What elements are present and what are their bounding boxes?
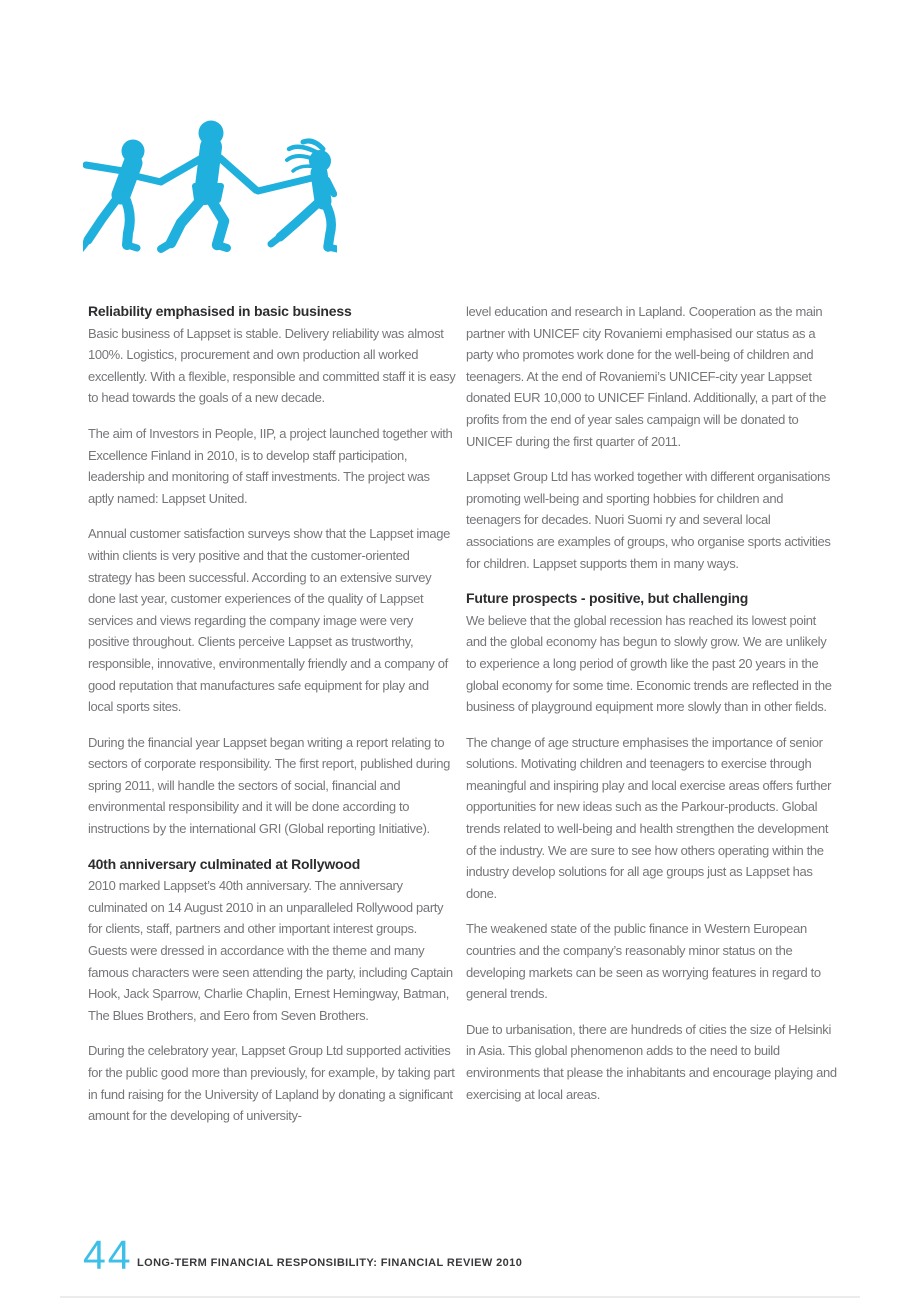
paragraph: Due to urbanisation, there are hundreds of cities the size of Helsinki in Asia. This global phenomenon adds to the need to build environments that please the inhabitants and encourage playing and exercising at local areas.	[466, 1021, 837, 1102]
footer-label: LONG-TERM FINANCIAL RESPONSIBILITY: FINANCIAL REVIEW 2010	[137, 1257, 523, 1269]
paragraph: The aim of Investors in People, IIP, a project launched together with Excellence Finland in 2010, is to develop staff participation, leadership and monitoring of staff investments. The project was aptly named: Lappset United.	[88, 425, 453, 506]
paragraph: During the celebratory year, Lappset Group Ltd supported activities for the public good more than previously, for example, by taking part in fund raising for the University of Lapland by donating a significant amount for the developing of university-	[88, 1043, 455, 1124]
paragraph: 2010 marked Lappset’s 40th anniversary. The anniversary culminated on 14 August 2010 in an unparalleled Rollywood party for clients, staff, partners and other important interest groups. Guests were dressed in accordance with the theme and many famous characters were seen attending the party, including Captain Hook, Jack Sparrow, Charlie Chaplin, Ernest Hemingway, Batman, The Blues Brothers, and Eero from Seven Brothers.	[88, 878, 453, 1023]
paragraph: During the financial year Lappset began writing a report relating to sectors of corporate responsibility. The first report, published during spring 2011, will handle the sectors of social, financial and environmental responsibility and it will be done according to instructions by the international GRI (Global reporting Initiative).	[88, 734, 450, 837]
column-right	[466, 301, 839, 1119]
paragraph: The change of age structure emphasises the importance of senior solutions. Motivating children and teenagers to exercise through meaningful and inspiring play and local exercise areas offers further opportunities for new ideas such as the Parkour-products. Global trends related to well-being and health strengthen the development of the industry. We are sure to see how others operating within the industry develop solutions for all age groups just as Lappset has done.	[466, 734, 832, 901]
child-left-silhouette	[83, 140, 161, 250]
paragraph: Lappset Group Ltd has worked together with different organisations promoting well-being and sporting hobbies for children and teenagers for decades. Nuori Suomi ry and several local associations are examples of groups, who organise sports activities for children. Lappset supports them in many ways.	[466, 469, 831, 571]
paragraph: We believe that the global recession has reached its lowest point and the global economy has begun to slowly grow. We are unlikely to experience a long period of growth like the past 20 years in the global economy for some time. Economic trends are reflected in the business of playground equipment more slowly than in other fields.	[466, 612, 832, 715]
child-right-silhouette	[258, 141, 337, 249]
paragraph: Basic business of Lappset is stable. Delivery reliability was almost 100%. Logistics, procurement and own production all worked excellently. With a flexible, responsible and committed staff it is easy to head towards the goals of a new decade.	[88, 325, 456, 406]
section-heading-future-prospects: Future prospects - positive, but challenging	[466, 590, 749, 607]
page-edge-line	[60, 1296, 860, 1298]
paragraph: level education and research in Lapland. Cooperation as the main partner with UNICEF city Rovaniemi emphasised our status as a party who promotes work done for the well-being of children and teenagers. At the end of Rovaniemi’s UNICEF-city year Lappset donated EUR 10,000 to UNICEF Finland. Additionally, a part of the profits from the end of year sales campaign will be donated to UNICEF during the first quarter of 2011.	[466, 304, 827, 449]
paragraph: The weakened state of the public finance in Western European countries and the company’s reasonably minor status on the developing markets can be seen as worrying features in regard to general trends.	[466, 921, 821, 1002]
child-middle-silhouette	[161, 121, 256, 250]
children-running-illustration	[83, 116, 337, 262]
paragraph: Annual customer satisfaction surveys show that the Lappset image within clients is very positive and that the customer-oriented strategy has been successful. According to an extensive survey done last year, customer experiences of the quality of Lappset services and views regarding the company image were very positive throughout. Clients perceive Lappset as trustworthy, responsible, innovative, environmentally friendly and a company of good reputation that manufactures safe equipment for play and local sports sites.	[88, 526, 451, 715]
section-heading-anniversary: 40th anniversary culminated at Rollywood	[88, 855, 361, 872]
page-number: 44	[83, 1232, 133, 1278]
column-left	[88, 301, 456, 1141]
section-heading-reliability: Reliability emphasised in basic business	[88, 303, 352, 319]
